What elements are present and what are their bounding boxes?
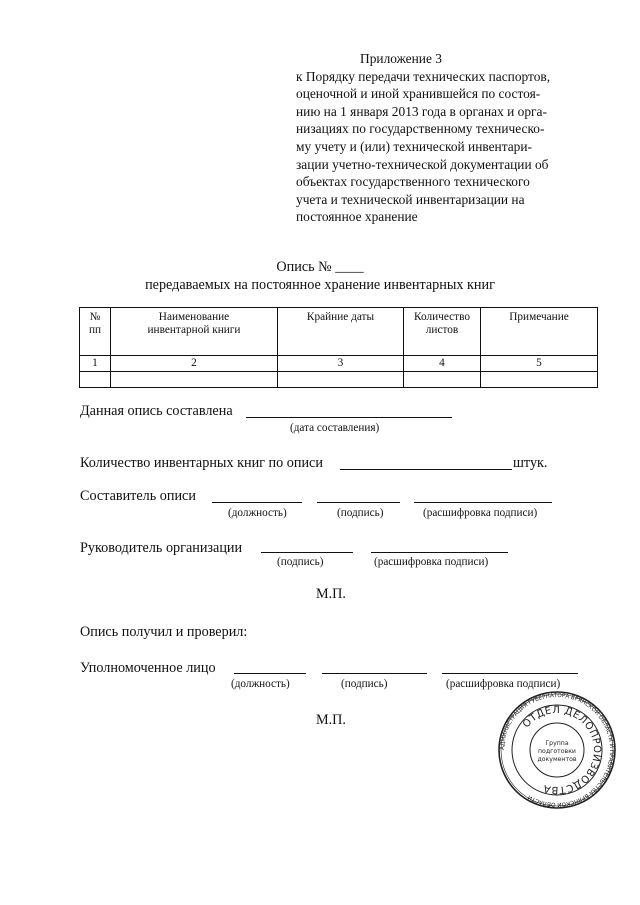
appendix-header: [296, 50, 596, 226]
col-header-sheets: Количество листов: [404, 308, 481, 356]
authorized-decoding-line: [442, 673, 578, 674]
caption-signature: (подпись): [341, 678, 388, 690]
appendix-line: зации учетно-технической документации об: [296, 156, 549, 172]
col-header-number: № пп: [80, 308, 111, 356]
authorized-label: Уполномоченное лицо: [80, 660, 216, 676]
appendix-line: объектах государственного технического: [296, 174, 530, 190]
opis-title: Опись № ____: [276, 259, 364, 275]
col-header-dates: Крайние даты: [278, 308, 404, 356]
department-stamp: [497, 690, 617, 810]
head-label: Руководитель организации: [80, 540, 243, 556]
compiler-label: Составитель описи: [80, 488, 196, 504]
table-row: [80, 372, 598, 388]
stamp-inner-line: документов: [537, 756, 577, 763]
compiler-position-line: [212, 502, 302, 503]
count-line: [340, 469, 512, 470]
col-number-1: 1: [80, 356, 111, 372]
caption-decoding: (расшифровка подписи): [374, 556, 489, 568]
stamp-inner-line: Группа: [545, 740, 569, 747]
caption-position: (должность): [228, 507, 287, 519]
caption-position: (должность): [231, 678, 290, 690]
caption-signature: (подпись): [337, 507, 384, 519]
count-unit: штук.: [513, 455, 548, 471]
compiled-date-line: [246, 417, 452, 418]
appendix-line: оценочной и иной хранившейся по состоя-: [296, 86, 541, 102]
appendix-line: низациях по государственному техническо-: [296, 121, 545, 137]
table-number-row: [80, 356, 598, 372]
table-cell: [278, 372, 404, 388]
table-cell: [481, 372, 598, 388]
col-header-note: Примечание: [481, 308, 598, 356]
table-cell: [80, 372, 111, 388]
compiled-label: Данная опись составлена: [80, 403, 233, 419]
compiled-caption: (дата составления): [290, 422, 380, 434]
stamp-ring-text: ОТДЕЛ ДЕЛОПРОИЗВОДСТВА: [520, 704, 603, 796]
col-header-name: Наименование инвентарной книги: [111, 308, 278, 356]
appendix-title: Приложение 3: [360, 51, 442, 66]
col-number-3: 3: [278, 356, 404, 372]
inventory-table: [79, 307, 598, 388]
received-label: Опись получил и проверил:: [80, 624, 248, 640]
appendix-line: к Порядку передачи технических паспортов,: [296, 68, 551, 84]
col-number-5: 5: [481, 356, 598, 372]
head-decoding-line: [371, 552, 508, 553]
count-label: Количество инвентарных книг по описи: [80, 455, 323, 471]
appendix-line: учета и технической инвентаризации на: [296, 191, 525, 207]
caption-signature: (подпись): [277, 556, 324, 568]
caption-decoding: (расшифровка подписи): [423, 507, 538, 519]
authorized-signature-line: [322, 673, 427, 674]
stamp-outer-text: АДМИНИСТРАЦИЯ ГУБЕРНАТОРА БРЯНСКОЙ ОБЛАСТИ И ПРАВИТЕЛЬСТВА БРЯНСКОЙ ОБЛАСТИ: [499, 692, 615, 808]
stamp-inner-line: подготовки: [538, 748, 576, 755]
table-cell: [404, 372, 481, 388]
compiler-decoding-line: [414, 502, 552, 503]
table-cell: [111, 372, 278, 388]
appendix-line: нию на 1 января 2013 года в органах и орга-: [296, 103, 547, 119]
col-number-2: 2: [111, 356, 278, 372]
opis-subtitle: передаваемых на постоянное хранение инвентарных книг: [145, 277, 495, 293]
compiler-signature-line: [317, 502, 400, 503]
head-signature-line: [261, 552, 353, 553]
authorized-position-line: [234, 673, 306, 674]
caption-decoding: (расшифровка подписи): [446, 678, 561, 690]
table-header-row: [80, 308, 598, 356]
mp-mark: М.П.: [316, 712, 346, 728]
appendix-line: постоянное хранение: [296, 209, 418, 225]
appendix-line: му учету и (или) технической инвентари-: [296, 138, 533, 154]
mp-mark: М.П.: [316, 586, 346, 602]
col-number-4: 4: [404, 356, 481, 372]
